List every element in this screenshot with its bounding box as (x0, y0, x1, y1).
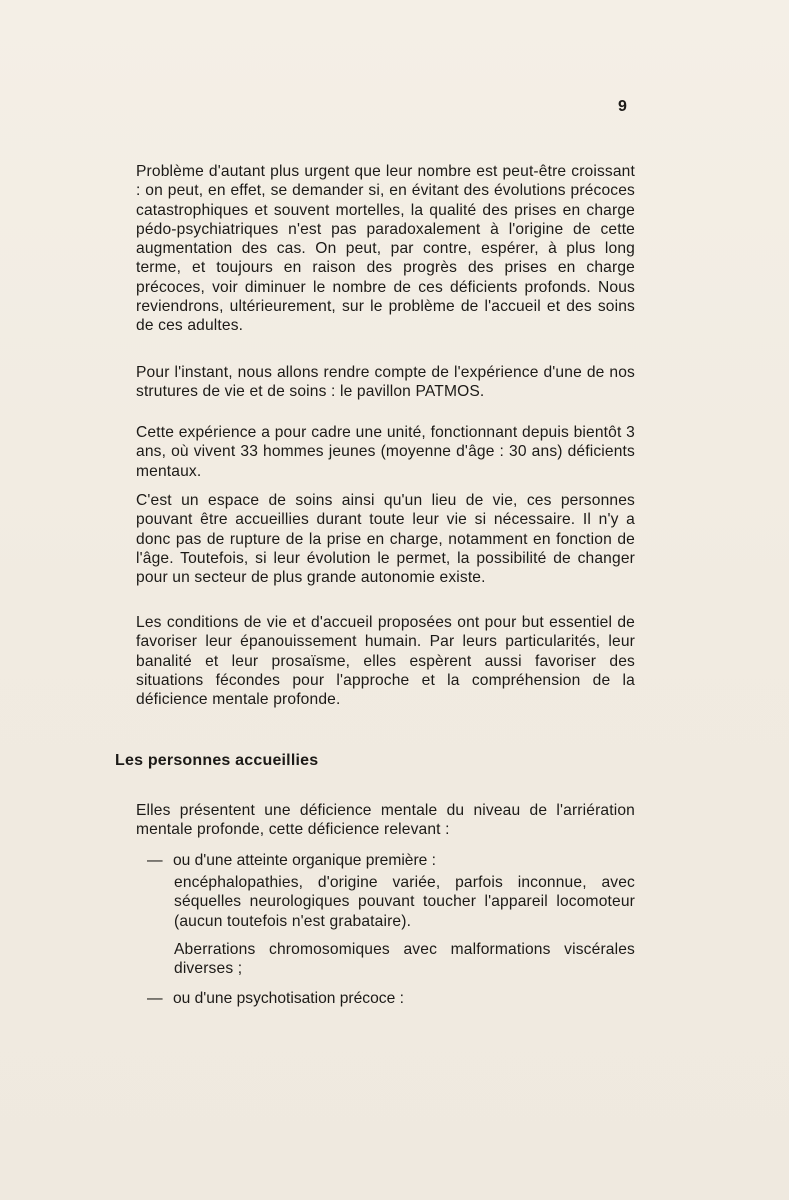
section-intro (136, 801, 635, 840)
dash-marker: — (147, 990, 163, 1007)
paragraph-text: Problème d'autant plus urgent que leur nombre est peut-être croissant : on peut, en effet, se demander si, en évitant des évolutions précoces catastrophiques et souvent mortelles, la qualité des prises en charge pédo-psychiatriques n'est pas paradoxalement à l'origine de cette augmentation des cas. On peut, par contre, espérer, à plus long terme, et toujours en raison des progrès des prises en charge précoces, voir diminuer le nombre de ces déficients profonds. Nous reviendrons, ultérieurement, sur le problème de l'accueil et des soins de ces adultes. (136, 163, 635, 335)
paragraph-text: encéphalopathies, d'origine variée, parfois inconnue, avec séquelles neurologiques pouvant toucher l'appareil locomoteur (aucun toutefois n'est grabataire). (174, 874, 635, 930)
list-item-detail (174, 940, 635, 979)
paragraph-1 (136, 162, 635, 336)
paragraph-5 (136, 613, 635, 709)
paragraph-text: Cette expérience a pour cadre une unité, fonctionnant depuis bientôt 3 ans, où vivent 33 hommes jeunes (moyenne d'âge : 30 ans) déficients mentaux. (136, 424, 635, 480)
list-item (147, 851, 635, 870)
paragraph-4 (136, 491, 635, 587)
list-item-label: ou d'une atteinte organique première : (172, 852, 436, 869)
paragraph-3 (136, 423, 635, 481)
page-number: 9 (618, 98, 627, 115)
dash-marker: — (147, 852, 163, 869)
paragraph-2 (136, 363, 635, 402)
paragraph-text: Les conditions de vie et d'accueil proposées ont pour but essentiel de favoriser leur épanouissement humain. Par leurs particularités, leur banalité et leur prosaïsme, elles espèrent aussi favoriser des situations fécondes pour l'approche et la compréhension de la déficience mentale profonde. (136, 614, 635, 709)
paragraph-text: Elles présentent une déficience mentale du niveau de l'arriération mentale profonde, cette déficience relevant : (136, 802, 635, 839)
paragraph-text: C'est un espace de soins ainsi qu'un lieu de vie, ces personnes pouvant être accueillies durant toute leur vie si nécessaire. Il n'y a donc pas de rupture de la prise en charge, notamment en fonction de l'âge. Toutefois, si leur évolution le permet, la possibilité de changer pour un secteur de plus grande autonomie existe. (136, 492, 635, 587)
list-item-detail (174, 873, 635, 931)
list-item (147, 989, 635, 1008)
section-heading: Les personnes accueillies (115, 752, 319, 769)
paragraph-text: Aberrations chromosomiques avec malformations viscérales diverses ; (174, 941, 635, 978)
paragraph-text: Pour l'instant, nous allons rendre compte de l'expérience d'une de nos strutures de vie et de soins : le pavillon PATMOS. (136, 364, 635, 401)
list-item-label: ou d'une psychotisation précoce : (172, 990, 404, 1007)
